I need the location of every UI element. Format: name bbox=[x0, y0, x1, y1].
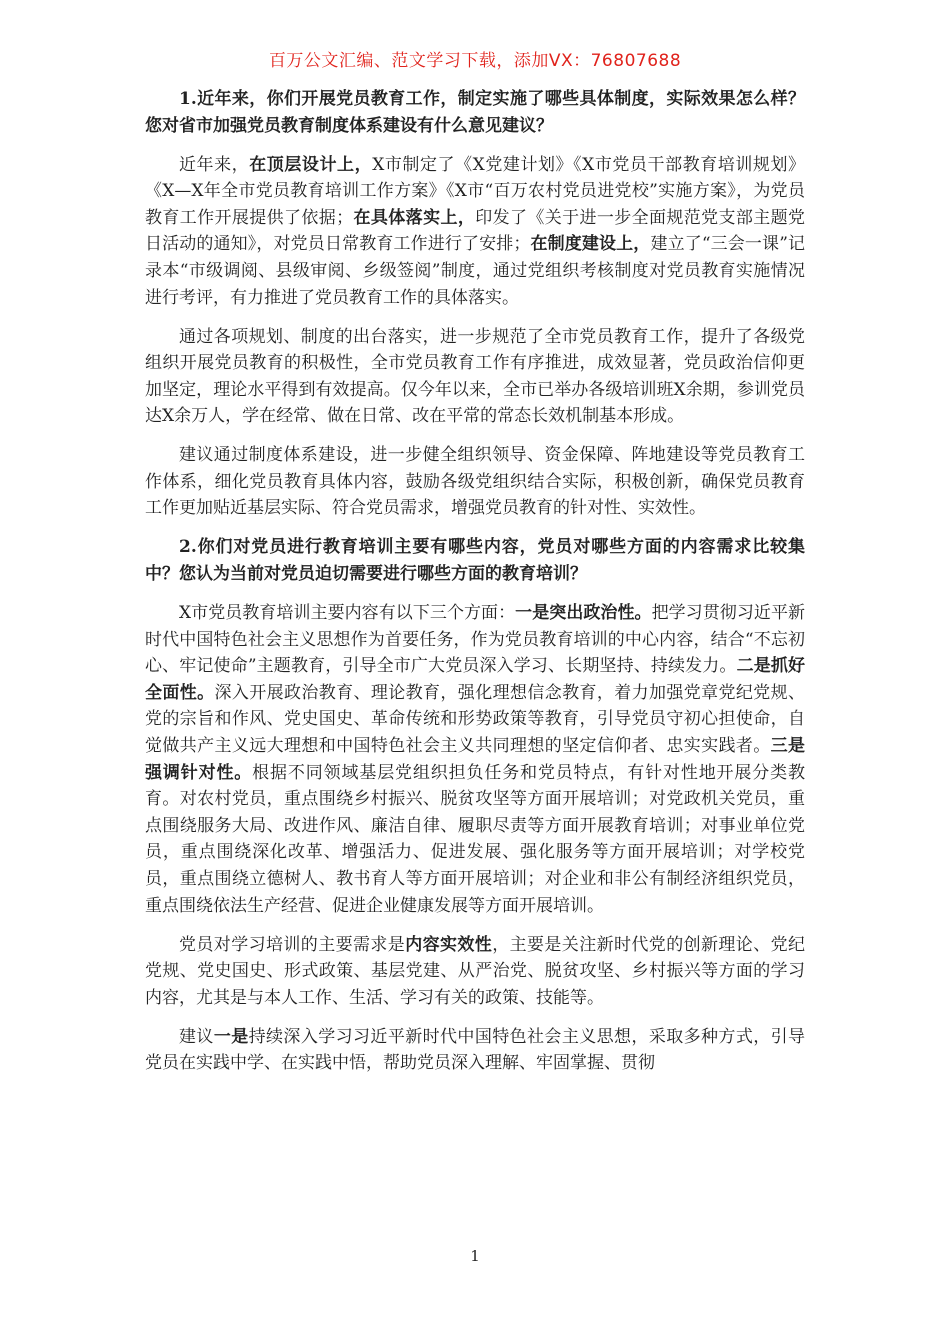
page-number: 1 bbox=[470, 1247, 480, 1265]
header-banner: 百万公文汇编、范文学习下载，添加VX：76807688 bbox=[268, 51, 682, 71]
q2-paragraph-2: 党员对学习培训的主要需求是内容实效性，主要是关注新时代党的创新理论、党纪党规、党史国史、形式政策、基层党建、从严治党、脱贫攻坚、乡村振兴等方面的学习内容，尤其是与本人工作、生活、学习有关的政策、技能等。 bbox=[145, 934, 806, 1008]
q1-paragraph-3: 建议通过制度体系建设，进一步健全组织领导、资金保障、阵地建设等党员教育工作体系，细化党员教育具体内容，鼓励各级党组织结合实际，积极创新，确保党员教育工作更加贴近基层实际、符合党员需求，增强党员教育的针对性、实效性。 bbox=[145, 445, 805, 519]
document-body bbox=[145, 86, 805, 1089]
question-1-title: 1.近年来，你们开展党员教育工作，制定实施了哪些具体制度，实际效果怎么样？您对省市加强党员教育制度体系建设有什么意见建议？ bbox=[145, 89, 805, 136]
q2-paragraph-3: 建议一是持续深入学习习近平新时代中国特色社会主义思想，采取多种方式，引导党员在实践中学、在实践中悟，帮助党员深入理解、牢固掌握、贯彻 bbox=[145, 1026, 806, 1074]
question-2-title: 2.你们对党员进行教育培训主要有哪些内容，党员对哪些方面的内容需求比较集中？您认为当前对党员迫切需要进行哪些方面的教育培训？ bbox=[145, 537, 805, 585]
q1-paragraph-1: 近年来，在顶层设计上，X市制定了《X党建计划》《X市党员干部教育培训规划》《X—X年全市党员教育培训工作方案》《X市“百万农村党员进党校”实施方案》，为党员教育工作开展提供了依据；在具体落实上，印发了《关于进一步全面规范党支部主题党日活动的通知》，对党员日常教育工作进行了安排；在制度建设上，建立了“三会一课”记录本“市级调阅、县级审阅、乡级签阅”制度，通过党组织考核制度对党员教育实施情况进行考评，有力推进了党员教育工作的具体落实。 bbox=[145, 154, 806, 308]
q1-paragraph-2: 通过各项规划、制度的出台落实，进一步规范了全市党员教育工作，提升了各级党组织开展党员教育的积极性，全市党员教育工作有序推进，成效显著，党员政治信仰更加坚定，理论水平得到有效提高。仅今年以来，全市已举办各级培训班X余期，参训党员达X余万人，学在经常、做在日常、改在平常的常态长效机制基本形成。 bbox=[145, 326, 805, 427]
q2-paragraph-1: X市党员教育培训主要内容有以下三个方面：一是突出政治性。把学习贯彻习近平新时代中国特色社会主义思想作为首要任务，作为党员教育培训的中心内容，结合“不忘初心、牢记使命”主题教育，引导全市广大党员深入学习、长期坚持、持续发力。二是抓好全面性。深入开展政治教育、理论教育，强化理想信念教育，着力加强党章党纪党规、党的宗旨和作风、党史国史、革命传统和形势政策等教育，引导党员守初心担使命，自觉做共产主义远大理想和中国特色社会主义共同理想的坚定信仰者、忠实实践者。三是强调针对性。根据不同领域基层党组织担负任务和党员特点，有针对性地开展分类教育。对农村党员，重点围绕乡村振兴、脱贫攻坚等方面开展培训；对党政机关党员，重点围绕服务大局、改进作风、廉洁自律、履职尽责等方面开展教育培训；对事业单位党员，重点围绕深化改革、增强活力、促进发展、强化服务等方面开展培训；对学校党员，重点围绕立德树人、教书育人等方面开展培训；对企业和非公有制经济组织党员，重点围绕依法生产经营、促进企业健康发展等方面开展培训。 bbox=[145, 603, 806, 916]
